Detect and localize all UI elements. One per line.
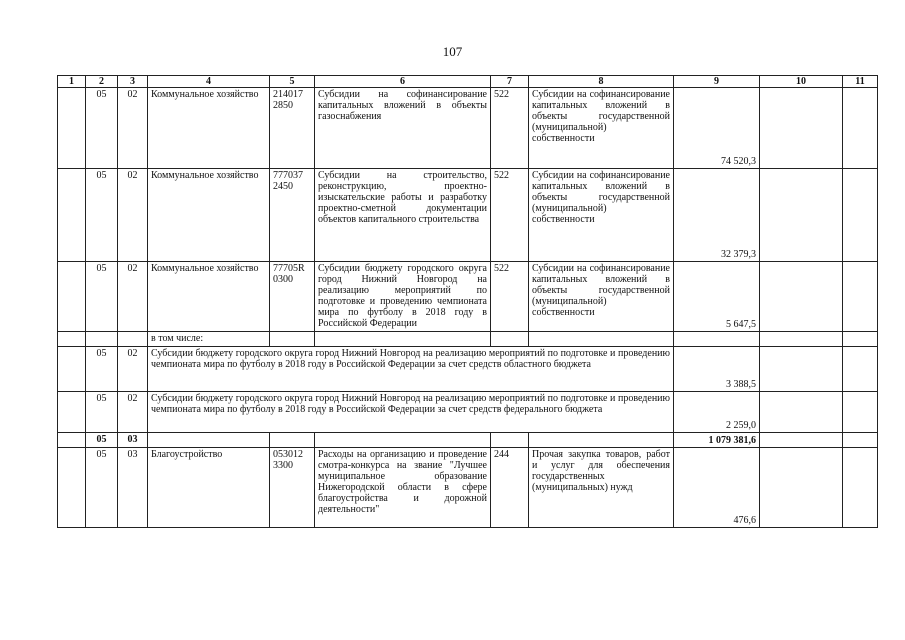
cell-empty (58, 88, 86, 169)
cell-section: 05 (86, 433, 118, 448)
table-row (58, 262, 878, 332)
col-header: 3 (118, 76, 148, 88)
cell-amount: 5 647,5 (674, 262, 760, 332)
cell-empty (148, 433, 270, 448)
page-number: 107 (442, 44, 463, 59)
cell-name: Коммунальное хозяйство (148, 262, 270, 332)
cell-target-name: Субсидии на софинансирование капитальных вложений в объекты газоснабжения (315, 88, 491, 169)
col-header: 9 (674, 76, 760, 88)
cell-subsection: 02 (118, 347, 148, 392)
header-row (58, 76, 878, 88)
cell-empty (86, 332, 118, 347)
cell-expense-name: Прочая закупка товаров, работ и услуг для обеспечения государственных (муниципальных) нужд (529, 448, 674, 528)
cell-expense-type: 244 (491, 448, 529, 528)
col-header: 8 (529, 76, 674, 88)
cell-empty (760, 88, 843, 169)
cell-empty (118, 332, 148, 347)
col-header: 1 (58, 76, 86, 88)
table-row (58, 448, 878, 528)
cell-empty (843, 347, 878, 392)
cell-target-name: Субсидии на строительство, реконструкцию, проектно-изыскательские работы и разработку проектно-сметной документации объектов капитального строительства (315, 169, 491, 262)
cell-empty (760, 169, 843, 262)
cell-empty (270, 433, 315, 448)
cell-empty (529, 433, 674, 448)
cell-empty (674, 332, 760, 347)
cell-empty (58, 392, 86, 433)
cell-empty (58, 433, 86, 448)
col-header: 10 (760, 76, 843, 88)
cell-target-code: 77705R 0300 (270, 262, 315, 332)
cell-name: Коммунальное хозяйство (148, 169, 270, 262)
budget-table (57, 75, 878, 528)
cell-section: 05 (86, 347, 118, 392)
cell-empty (58, 332, 86, 347)
cell-expense-type: 522 (491, 262, 529, 332)
cell-empty (491, 433, 529, 448)
cell-empty (760, 448, 843, 528)
cell-amount: 74 520,3 (674, 88, 760, 169)
table-row (58, 88, 878, 169)
cell-empty (843, 448, 878, 528)
cell-empty (843, 332, 878, 347)
cell-empty (491, 332, 529, 347)
table-row (58, 347, 878, 392)
cell-total-amount: 1 079 381,6 (674, 433, 760, 448)
cell-in-that-number: в том числе: (148, 332, 270, 347)
cell-section: 05 (86, 262, 118, 332)
col-header: 5 (270, 76, 315, 88)
table-row (58, 332, 878, 347)
table-row (58, 169, 878, 262)
total-row (58, 433, 878, 448)
cell-section: 05 (86, 88, 118, 169)
cell-empty (843, 433, 878, 448)
cell-expense-type: 522 (491, 88, 529, 169)
cell-empty (760, 392, 843, 433)
cell-empty (843, 169, 878, 262)
cell-expense-type: 522 (491, 169, 529, 262)
cell-subsidy-description: Субсидии бюджету городского округа город Нижний Новгород на реализацию мероприятий по подготовке и проведению чемпионата мира по футболу в 2018 году в Российской Федерации за счет средств федерального бюджета (148, 392, 674, 433)
col-header: 4 (148, 76, 270, 88)
cell-target-name: Расходы на организацию и проведение смотра-конкурса на звание "Лучшее муниципальное образование Нижегородской области в сфере благоустройства и дорожной деятельности" (315, 448, 491, 528)
cell-expense-name: Субсидии на софинансирование капитальных вложений в объекты государственной (муниципальной) собственности (529, 262, 674, 332)
cell-empty (58, 262, 86, 332)
col-header: 11 (843, 76, 878, 88)
cell-empty (843, 392, 878, 433)
cell-empty (315, 332, 491, 347)
cell-section: 05 (86, 448, 118, 528)
cell-empty (760, 332, 843, 347)
cell-empty (760, 433, 843, 448)
col-header: 6 (315, 76, 491, 88)
cell-amount: 476,6 (674, 448, 760, 528)
cell-name: Благоустройство (148, 448, 270, 528)
cell-empty (315, 433, 491, 448)
cell-empty (843, 262, 878, 332)
cell-subsection: 02 (118, 392, 148, 433)
cell-empty (760, 262, 843, 332)
cell-empty (58, 347, 86, 392)
cell-amount: 32 379,3 (674, 169, 760, 262)
col-header: 7 (491, 76, 529, 88)
cell-empty (843, 88, 878, 169)
cell-name: Коммунальное хозяйство (148, 88, 270, 169)
cell-empty (529, 332, 674, 347)
cell-subsidy-description: Субсидии бюджету городского округа город Нижний Новгород на реализацию мероприятий по подготовке и проведению чемпионата мира по футболу в 2018 году в Российской Федерации за счет средств областного бюджета (148, 347, 674, 392)
cell-subsection: 03 (118, 448, 148, 528)
table-row (58, 392, 878, 433)
cell-target-name: Субсидии бюджету городского округа город Нижний Новгород на реализацию мероприятий по подготовке и проведению чемпионата мира по футболу в 2018 году в Российской Федерации (315, 262, 491, 332)
cell-subsection: 02 (118, 262, 148, 332)
cell-subsection: 03 (118, 433, 148, 448)
cell-empty (58, 169, 86, 262)
cell-expense-name: Субсидии на софинансирование капитальных вложений в объекты государственной (муниципальной) собственности (529, 169, 674, 262)
cell-subsection: 02 (118, 169, 148, 262)
cell-empty (270, 332, 315, 347)
cell-target-code: 214017 2850 (270, 88, 315, 169)
cell-amount: 2 259,0 (674, 392, 760, 433)
cell-empty (58, 448, 86, 528)
cell-section: 05 (86, 392, 118, 433)
cell-target-code: 777037 2450 (270, 169, 315, 262)
cell-target-code: 053012 3300 (270, 448, 315, 528)
col-header: 2 (86, 76, 118, 88)
cell-subsection: 02 (118, 88, 148, 169)
cell-expense-name: Субсидии на софинансирование капитальных вложений в объекты государственной (муниципальной) собственности (529, 88, 674, 169)
cell-amount: 3 388,5 (674, 347, 760, 392)
cell-section: 05 (86, 169, 118, 262)
cell-empty (760, 347, 843, 392)
